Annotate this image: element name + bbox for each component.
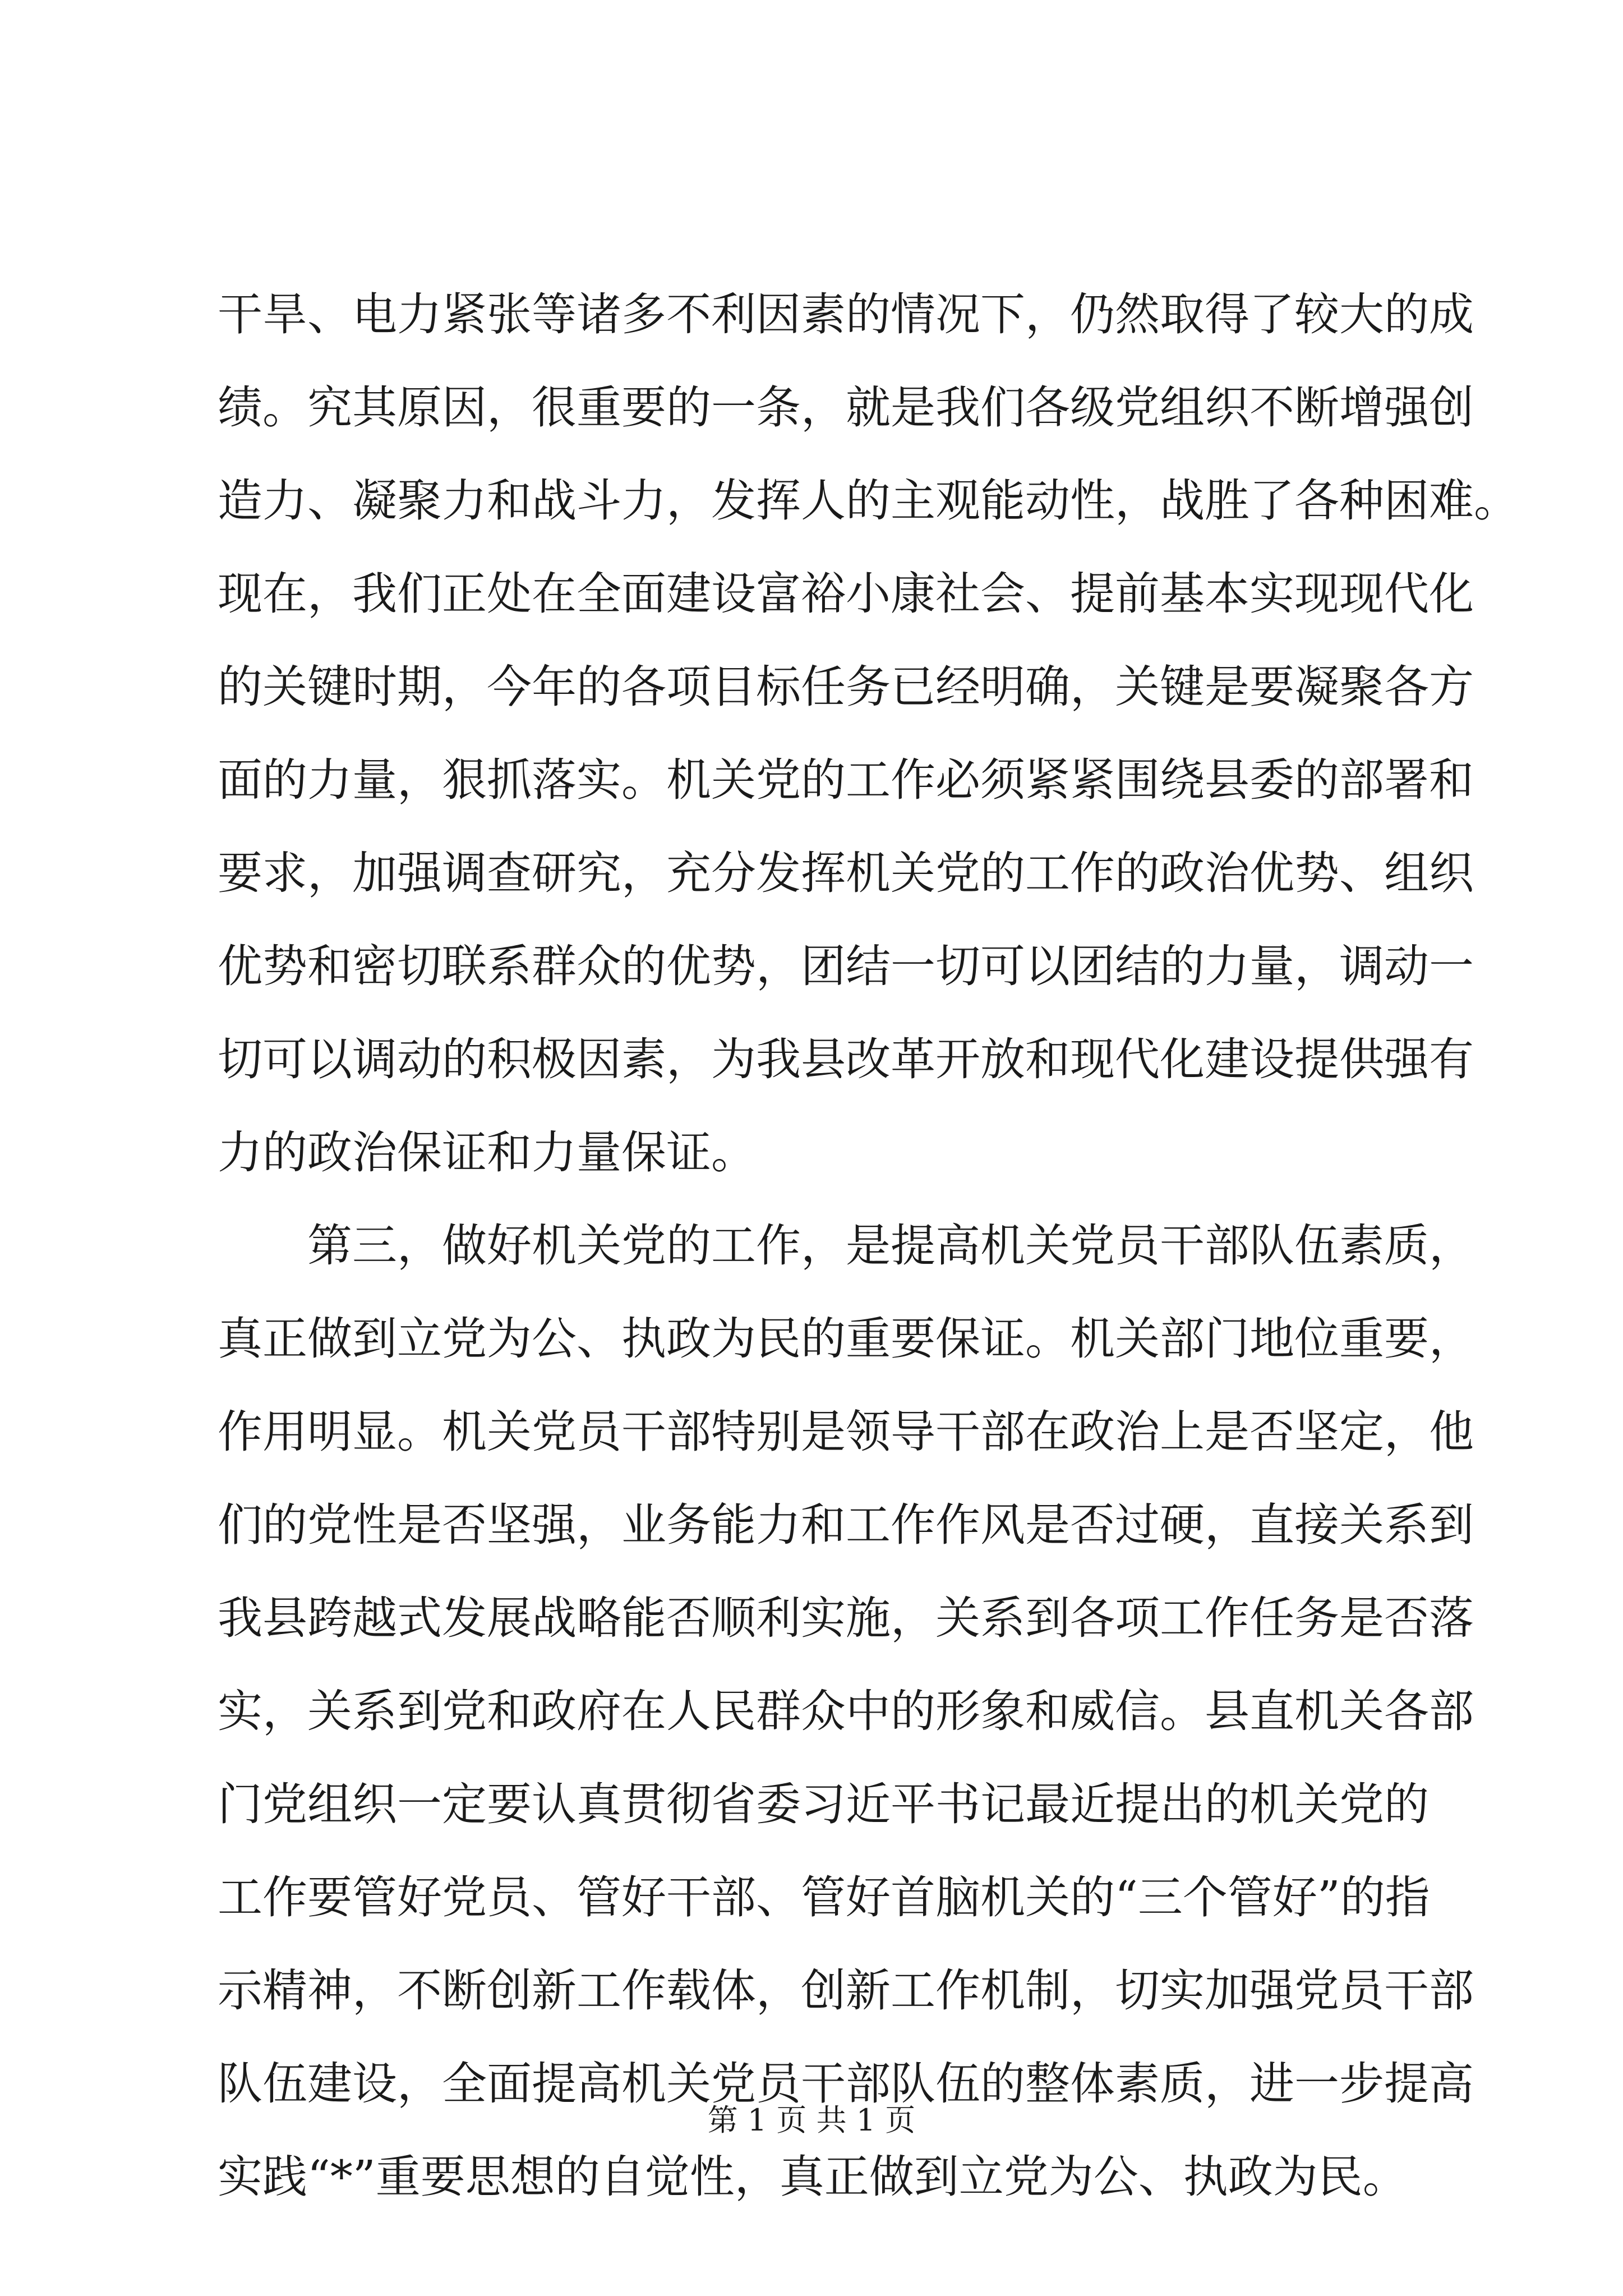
text-line: 绩。究其原因，很重要的一条，就是我们各级党组织不断增强创: [218, 381, 1474, 434]
text-line: 实，关系到党和政府在人民群众中的形象和威信。县直机关各部: [218, 1685, 1474, 1737]
text-line: 实践“*”重要思想的自觉性，真正做到立党为公、执政为民。: [218, 2151, 1408, 2203]
text-line: 门党组织一定要认真贯彻省委习近平书记最近提出的机关党的: [218, 1778, 1429, 1830]
text-line: 我县跨越式发展战略能否顺利实施，关系到各项工作任务是否落: [218, 1592, 1474, 1644]
text-line: 造力、凝聚力和战斗力，发挥人的主观能动性，战胜了各种困难。: [218, 475, 1519, 527]
text-line: 现在，我们正处在全面建设富裕小康社会、提前基本实现现代化: [218, 568, 1474, 620]
text-line: 的关键时期，今年的各项目标任务已经明确，关键是要凝聚各方: [218, 661, 1474, 713]
text-line: 们的党性是否坚强，业务能力和工作作风是否过硬，直接关系到: [218, 1499, 1474, 1551]
text-line: 真正做到立党为公、执政为民的重要保证。机关部门地位重要，: [218, 1313, 1474, 1365]
text-line: 优势和密切联系群众的优势，团结一切可以团结的力量，调动一: [218, 940, 1474, 992]
page-footer: 第 1 页 共 1 页: [707, 2102, 916, 2138]
text-line: 干旱、电力紧张等诸多不利因素的情况下，仍然取得了较大的成: [218, 288, 1474, 341]
body-text: [218, 268, 1519, 2224]
text-line: 切可以调动的积极因素，为我县改革开放和现代化建设提供强有: [218, 1033, 1474, 1085]
text-line: 队伍建设，全面提高机关党员干部队伍的整体素质，进一步提高: [218, 2058, 1474, 2110]
text-line: 要求，加强调查研究，充分发挥机关党的工作的政治优势、组织: [218, 847, 1474, 899]
text-line: 力的政治保证和力量保证。: [218, 1126, 756, 1179]
text-line: 作用明显。机关党员干部特别是领导干部在政治上是否坚定，他: [218, 1406, 1474, 1458]
text-line: 面的力量，狠抓落实。机关党的工作必须紧紧围绕县委的部署和: [218, 754, 1474, 806]
text-line: 第三，做好机关党的工作，是提高机关党员干部队伍素质，: [218, 1220, 1474, 1272]
text-line: 工作要管好党员、管好干部、管好首脑机关的“三个管好”的指: [218, 1871, 1430, 1924]
text-line: 示精神，不断创新工作载体，创新工作机制，切实加强党员干部: [218, 1964, 1474, 2017]
